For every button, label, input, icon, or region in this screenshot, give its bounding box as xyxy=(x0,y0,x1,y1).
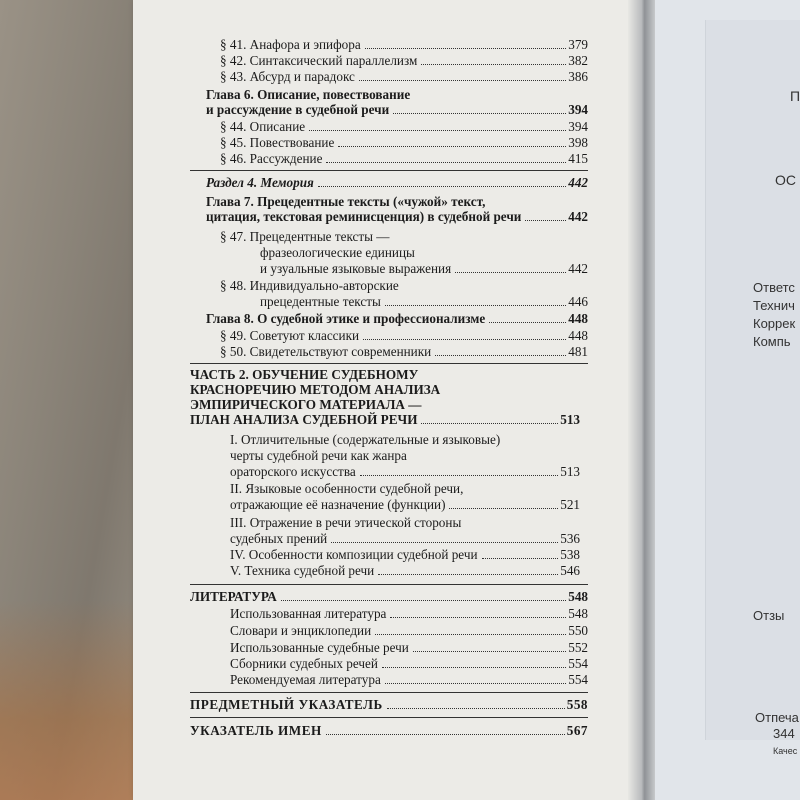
right-page-text-1: П xyxy=(790,88,800,104)
right-page-text-7: Отзы xyxy=(753,608,785,623)
table-wood-grain xyxy=(0,600,135,800)
toc-part-2: ПЛАН АНАЛИЗА СУДЕБНОЙ РЕЧИ 513 xyxy=(190,412,580,427)
toc-chapter-7-line1: Глава 7. Прецедентные тексты («чужой» текст, xyxy=(206,194,486,209)
book-page-left xyxy=(133,0,645,800)
toc-literature-used: Использованная литература 548 xyxy=(230,606,588,621)
toc-entry-s45: § 45. Повествование 398 xyxy=(220,135,588,150)
toc-plan-5: V. Техника судебной речи 546 xyxy=(230,563,580,578)
right-page-text-5: Коррек xyxy=(753,316,796,331)
toc-speeches-used: Использованные судебные речи 552 xyxy=(230,640,588,655)
toc-part-2-line1: ЧАСТЬ 2. ОБУЧЕНИЕ СУДЕБНОМУ xyxy=(190,367,419,382)
toc-chapter-6-line1: Глава 6. Описание, повествование xyxy=(206,87,411,102)
right-page-text-9: 344 xyxy=(773,726,795,741)
toc-entry-s48-line1: § 48. Индивидуально-авторские xyxy=(220,278,399,293)
right-page-text-6: Компь xyxy=(753,334,791,349)
toc-chapter-6: и рассуждение в судебной речи 394 xyxy=(206,102,588,117)
names-divider xyxy=(190,717,588,718)
toc-chapter-8: Глава 8. О судебной этике и профессионализме 448 xyxy=(206,311,588,326)
toc-entry-s41: § 41. Анафора и эпифора 379 xyxy=(220,37,588,52)
toc-plan-2-line1: II. Языковые особенности судебной речи, xyxy=(230,481,464,496)
toc-plan-1-line1: I. Отличительные (содержательные и языковые) xyxy=(230,432,501,447)
right-page-text-10: Качес xyxy=(773,746,798,756)
toc-recommended: Рекомендуемая литература 554 xyxy=(230,672,588,687)
toc-plan-1: ораторского искусства 513 xyxy=(230,464,580,479)
toc-entry-s49: § 49. Советуют классики 448 xyxy=(220,328,588,343)
right-page-text-3: Ответс xyxy=(753,280,795,295)
right-page-text-4: Технич xyxy=(753,298,795,313)
book-spine xyxy=(628,0,658,800)
page-bleed-through xyxy=(705,20,800,740)
toc-entry-s43: § 43. Абсурд и парадокс 386 xyxy=(220,69,588,84)
toc-entry-s47-line2: фразеологические единицы xyxy=(260,245,415,260)
right-page-text-8: Отпеча xyxy=(755,710,799,725)
toc-part-2-line2: КРАСНОРЕЧИЮ МЕТОДОМ АНАЛИЗА xyxy=(190,382,441,397)
toc-literature: ЛИТЕРАТУРА 548 xyxy=(190,589,588,604)
toc-chapter-7: цитация, текстовая реминисценция) в судебной речи 442 xyxy=(206,209,588,224)
toc-plan-3: судебных прений 536 xyxy=(230,531,580,546)
book-page-right xyxy=(655,0,800,800)
toc-dictionaries: Словари и энциклопедии 550 xyxy=(230,623,588,638)
section-divider xyxy=(190,170,588,171)
toc-speech-collections: Сборники судебных речей 554 xyxy=(230,656,588,671)
toc-names-index: УКАЗАТЕЛЬ ИМЕН 567 xyxy=(190,723,588,738)
literature-divider xyxy=(190,584,588,585)
toc-section-4: Раздел 4. Мемория 442 xyxy=(206,175,588,190)
toc-subject-index: ПРЕДМЕТНЫЙ УКАЗАТЕЛЬ 558 xyxy=(190,697,588,712)
toc-plan-1-line2: черты судебной речи как жанра xyxy=(230,448,407,463)
toc-entry-s46: § 46. Рассуждение 415 xyxy=(220,151,588,166)
toc-part-2-line3: ЭМПИРИЧЕСКОГО МАТЕРИАЛА — xyxy=(190,397,422,412)
toc-entry-s47: и узуальные языковые выражения 442 xyxy=(260,261,588,276)
toc-plan-3-line1: III. Отражение в речи этической стороны xyxy=(230,515,462,530)
toc-entry-s44: § 44. Описание 394 xyxy=(220,119,588,134)
index-divider xyxy=(190,692,588,693)
toc-entry-s47-line1: § 47. Прецедентные тексты — xyxy=(220,229,390,244)
part-divider xyxy=(190,363,588,364)
toc-plan-4: IV. Особенности композиции судебной речи 538 xyxy=(230,547,580,562)
toc-entry-s48: прецедентные тексты 446 xyxy=(260,294,588,309)
toc-plan-2: отражающие её назначение (функции) 521 xyxy=(230,497,580,512)
toc-entry-s42: § 42. Синтаксический параллелизм 382 xyxy=(220,53,588,68)
right-page-text-2: ОС xyxy=(775,172,796,188)
toc-entry-s50: § 50. Свидетельствуют современники 481 xyxy=(220,344,588,359)
